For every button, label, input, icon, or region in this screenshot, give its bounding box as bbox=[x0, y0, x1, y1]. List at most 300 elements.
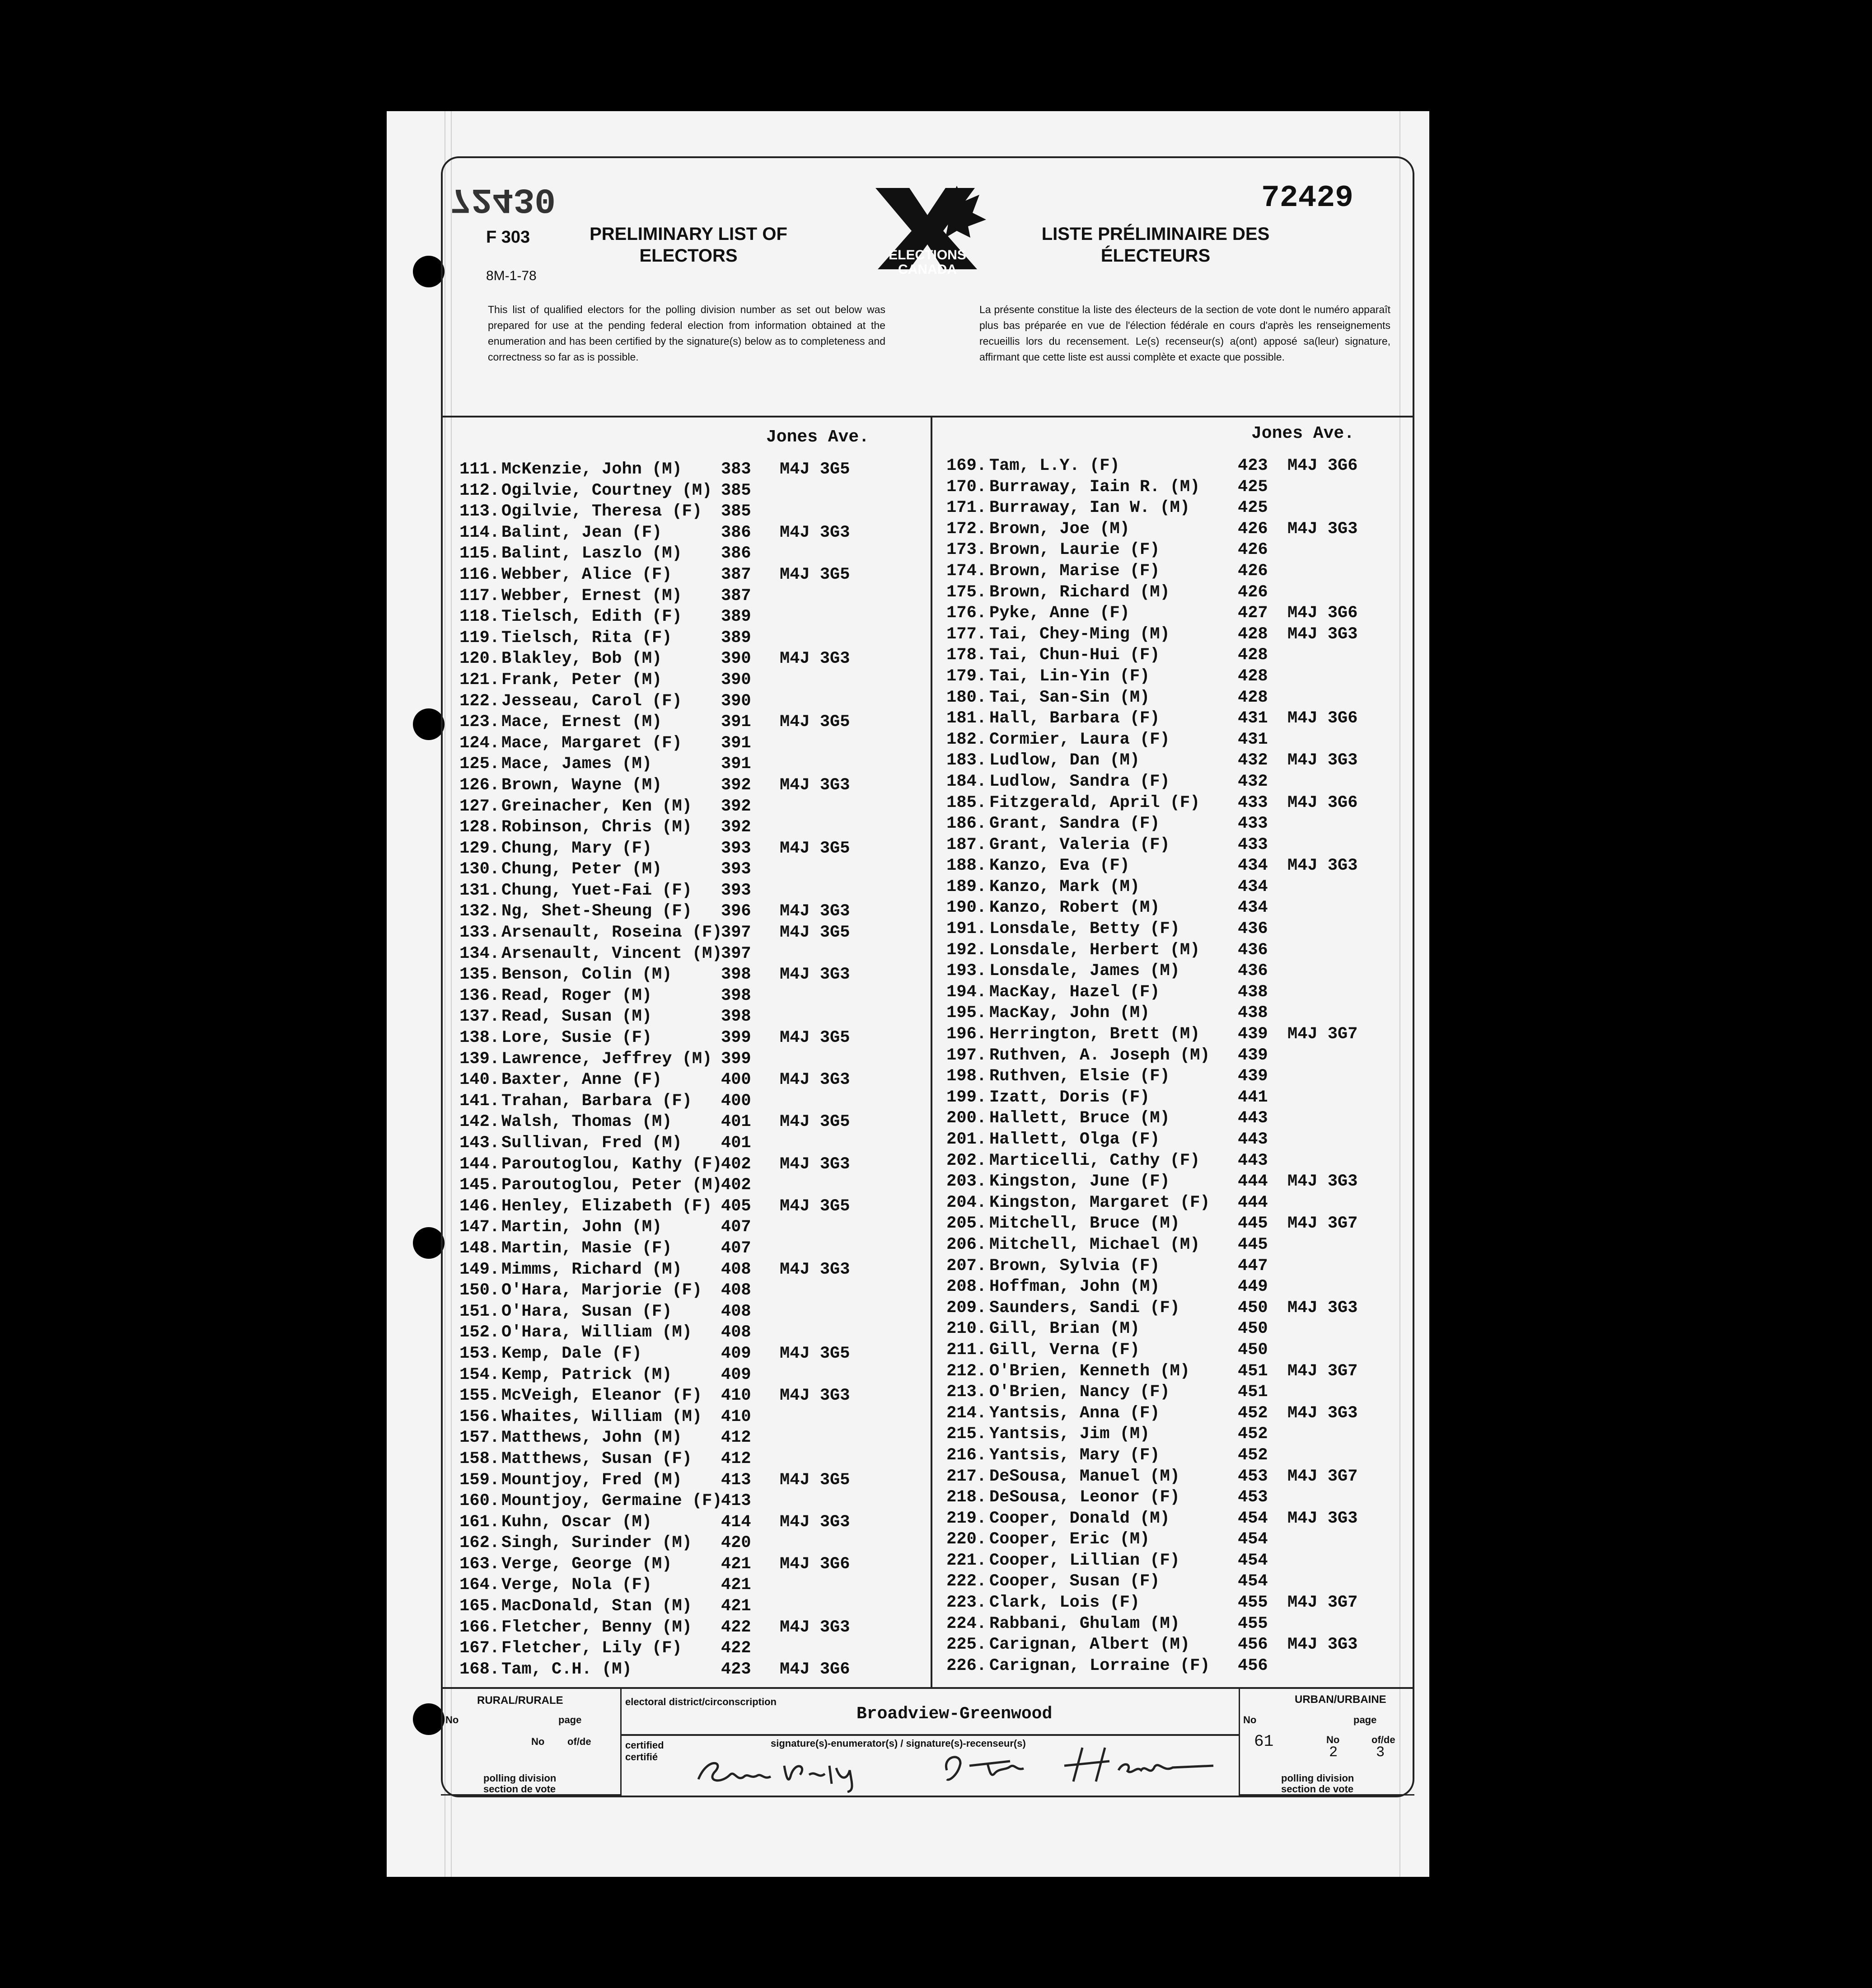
elector-name: Chung, Yuet-Fai (F) bbox=[501, 881, 692, 900]
elector-address: 389 bbox=[721, 607, 751, 627]
elector-postal-code: M4J 3G7 bbox=[1287, 1214, 1358, 1233]
elector-postal-code: M4J 3G3 bbox=[780, 1386, 850, 1406]
elector-number: 153. bbox=[459, 1344, 500, 1363]
elector-address: 410 bbox=[721, 1407, 751, 1426]
elector-address: 454 bbox=[1238, 1572, 1268, 1591]
elector-row bbox=[450, 838, 929, 859]
elector-number: 187. bbox=[946, 835, 987, 854]
elector-number: 113. bbox=[459, 502, 500, 521]
elector-address: 420 bbox=[721, 1533, 751, 1553]
elector-address: 450 bbox=[1238, 1298, 1268, 1318]
elector-name: MacKay, John (M) bbox=[989, 1003, 1150, 1023]
elector-name: Yantsis, Jim (M) bbox=[989, 1425, 1150, 1444]
elector-row bbox=[940, 877, 1409, 898]
electors-list-right bbox=[940, 455, 1409, 1676]
elector-number: 119. bbox=[459, 628, 500, 647]
elector-postal-code: M4J 3G5 bbox=[780, 565, 850, 584]
elector-number: 164. bbox=[459, 1575, 500, 1595]
elector-address: 405 bbox=[721, 1196, 751, 1216]
elector-address: 445 bbox=[1238, 1214, 1268, 1233]
elector-address: 456 bbox=[1238, 1635, 1268, 1655]
elector-name: Saunders, Sandi (F) bbox=[989, 1298, 1180, 1318]
elector-address: 431 bbox=[1238, 709, 1268, 728]
elector-name: Lonsdale, Herbert (M) bbox=[989, 940, 1200, 960]
elector-row bbox=[940, 1487, 1409, 1508]
elector-row bbox=[940, 1066, 1409, 1087]
elector-name: Tam, C.H. (M) bbox=[501, 1660, 632, 1679]
elector-address: 451 bbox=[1238, 1361, 1268, 1381]
elector-number: 175. bbox=[946, 582, 987, 602]
elector-row bbox=[450, 1470, 929, 1491]
elector-address: 452 bbox=[1238, 1425, 1268, 1444]
elector-number: 156. bbox=[459, 1407, 500, 1426]
elector-number: 147. bbox=[459, 1218, 500, 1237]
elector-address: 393 bbox=[721, 881, 751, 900]
elector-row bbox=[940, 1129, 1409, 1150]
elector-postal-code: M4J 3G5 bbox=[780, 839, 850, 858]
elector-name: Izatt, Doris (F) bbox=[989, 1088, 1150, 1107]
elector-address: 392 bbox=[721, 775, 751, 795]
elector-row bbox=[940, 1276, 1409, 1298]
elector-number: 165. bbox=[459, 1597, 500, 1616]
column-divider bbox=[931, 416, 932, 1687]
elector-number: 111. bbox=[459, 460, 500, 479]
elector-address: 423 bbox=[1238, 456, 1268, 475]
elector-postal-code: M4J 3G3 bbox=[1287, 624, 1358, 644]
elector-name: Pyke, Anne (F) bbox=[989, 604, 1130, 623]
elector-row bbox=[940, 813, 1409, 835]
elector-address: 432 bbox=[1238, 772, 1268, 791]
elector-name: Frank, Peter (M) bbox=[501, 670, 662, 689]
footer-rule bbox=[622, 1734, 1239, 1736]
elector-name: Herrington, Brett (M) bbox=[989, 1025, 1200, 1044]
elector-name: Fitzgerald, April (F) bbox=[989, 793, 1200, 812]
elector-number: 188. bbox=[946, 856, 987, 876]
elector-number: 222. bbox=[946, 1572, 987, 1591]
elector-name: Yantsis, Mary (F) bbox=[989, 1445, 1160, 1465]
elector-address: 397 bbox=[721, 944, 751, 963]
elector-address: 397 bbox=[721, 923, 751, 942]
elector-postal-code: M4J 3G3 bbox=[780, 1154, 850, 1174]
elector-number: 114. bbox=[459, 523, 500, 542]
elector-row bbox=[940, 1445, 1409, 1466]
elector-number: 194. bbox=[946, 982, 987, 1002]
elector-row bbox=[940, 1634, 1409, 1655]
elector-number: 138. bbox=[459, 1028, 500, 1048]
elector-row bbox=[450, 859, 929, 880]
elector-row bbox=[450, 586, 929, 607]
elector-name: Mitchell, Bruce (M) bbox=[989, 1214, 1180, 1233]
elector-row bbox=[940, 519, 1409, 540]
elector-row bbox=[940, 897, 1409, 919]
intro-french: La présente constitue la liste des électeurs de la section de vote dont le numéro apparaît plus bas préparée en vue de l'élection fédérale en cours d'après les renseignements recueillis lors du recensement. Le(s) recenseur(s) a(ont) apposé sa(leur) signature, affirmant que cette liste est aussi complète et exacte que possible. bbox=[979, 304, 1390, 363]
elector-row bbox=[450, 733, 929, 754]
elector-address: 398 bbox=[721, 1007, 751, 1027]
elector-number: 192. bbox=[946, 940, 987, 960]
elector-number: 207. bbox=[946, 1256, 987, 1275]
elector-address: 407 bbox=[721, 1238, 751, 1258]
elector-row bbox=[450, 1407, 929, 1428]
elector-row bbox=[940, 1192, 1409, 1214]
elector-address: 443 bbox=[1238, 1130, 1268, 1149]
elector-address: 391 bbox=[721, 755, 751, 774]
elector-row bbox=[450, 1133, 929, 1154]
elector-address: 451 bbox=[1238, 1383, 1268, 1402]
elector-address: 439 bbox=[1238, 1046, 1268, 1065]
elector-name: Webber, Alice (F) bbox=[501, 565, 672, 584]
elector-address: 428 bbox=[1238, 646, 1268, 665]
elector-row bbox=[450, 1596, 929, 1617]
urban-label: URBAN/URBAINE bbox=[1295, 1693, 1386, 1706]
elector-postal-code: M4J 3G3 bbox=[1287, 519, 1358, 539]
elector-row bbox=[450, 880, 929, 901]
elector-address: 422 bbox=[721, 1618, 751, 1637]
elector-number: 221. bbox=[946, 1551, 987, 1570]
elector-address: 390 bbox=[721, 649, 751, 669]
elector-postal-code: M4J 3G3 bbox=[780, 902, 850, 921]
elector-row bbox=[940, 1087, 1409, 1108]
elector-address: 454 bbox=[1238, 1530, 1268, 1549]
elector-postal-code: M4J 3G6 bbox=[1287, 709, 1358, 728]
elector-number: 178. bbox=[946, 646, 987, 665]
elector-number: 171. bbox=[946, 498, 987, 518]
elector-row bbox=[450, 1217, 929, 1238]
elector-row bbox=[940, 1382, 1409, 1403]
elector-name: Burraway, Iain R. (M) bbox=[989, 477, 1200, 497]
elector-number: 161. bbox=[459, 1512, 500, 1532]
elector-number: 148. bbox=[459, 1238, 500, 1258]
elector-number: 216. bbox=[946, 1445, 987, 1465]
elector-postal-code: M4J 3G5 bbox=[780, 1470, 850, 1490]
elector-name: Kanzo, Mark (M) bbox=[989, 877, 1140, 896]
elector-name: Paroutoglou, Kathy (F) bbox=[501, 1154, 722, 1174]
elector-address: 452 bbox=[1238, 1445, 1268, 1465]
elector-row bbox=[450, 1111, 929, 1133]
elector-address: 438 bbox=[1238, 982, 1268, 1002]
elector-address: 427 bbox=[1238, 604, 1268, 623]
elector-name: Arsenault, Vincent (M) bbox=[501, 944, 722, 963]
elector-address: 428 bbox=[1238, 666, 1268, 686]
elector-name: Paroutoglou, Peter (M) bbox=[501, 1176, 722, 1195]
elector-postal-code: M4J 3G3 bbox=[780, 1070, 850, 1090]
district-label: electoral district/circonscription bbox=[625, 1696, 777, 1707]
elector-row bbox=[450, 922, 929, 943]
elections-canada-logo bbox=[866, 183, 988, 283]
elector-address: 402 bbox=[721, 1176, 751, 1195]
elector-address: 445 bbox=[1238, 1235, 1268, 1254]
rural-label: RURAL/RURALE bbox=[477, 1694, 563, 1707]
elector-row bbox=[450, 1575, 929, 1596]
elector-name: Baxter, Anne (F) bbox=[501, 1070, 662, 1090]
elector-row bbox=[940, 1550, 1409, 1571]
elector-name: Martin, Masie (F) bbox=[501, 1238, 672, 1258]
elector-name: Brown, Laurie (F) bbox=[989, 540, 1160, 560]
elector-row bbox=[940, 1045, 1409, 1066]
elector-row bbox=[450, 1322, 929, 1343]
rural-of-label: of/de bbox=[567, 1736, 591, 1747]
elector-row bbox=[940, 582, 1409, 603]
elector-address: 391 bbox=[721, 713, 751, 732]
elector-number: 210. bbox=[946, 1319, 987, 1339]
elector-name: Hoffman, John (M) bbox=[989, 1277, 1160, 1297]
elector-address: 454 bbox=[1238, 1551, 1268, 1570]
elector-row bbox=[940, 1024, 1409, 1045]
elector-row bbox=[450, 712, 929, 733]
elector-address: 432 bbox=[1238, 751, 1268, 770]
elector-number: 205. bbox=[946, 1214, 987, 1233]
elector-postal-code: M4J 3G7 bbox=[1287, 1593, 1358, 1613]
elector-row bbox=[940, 1466, 1409, 1487]
elector-name: Brown, Marise (F) bbox=[989, 561, 1160, 581]
elector-name: Chung, Mary (F) bbox=[501, 839, 652, 858]
elector-address: 387 bbox=[721, 586, 751, 605]
elector-row bbox=[450, 1154, 929, 1175]
elector-row bbox=[940, 750, 1409, 771]
elector-address: 452 bbox=[1238, 1403, 1268, 1423]
elector-number: 130. bbox=[459, 860, 500, 879]
elector-name: Gill, Verna (F) bbox=[989, 1340, 1140, 1360]
elector-postal-code: M4J 3G5 bbox=[780, 713, 850, 732]
elector-row bbox=[940, 561, 1409, 582]
elector-name: Carignan, Lorraine (F) bbox=[989, 1656, 1210, 1675]
elector-name: Tam, L.Y. (F) bbox=[989, 456, 1120, 475]
elector-address: 450 bbox=[1238, 1319, 1268, 1339]
elector-number: 166. bbox=[459, 1618, 500, 1637]
elector-postal-code: M4J 3G5 bbox=[780, 1112, 850, 1132]
elector-number: 158. bbox=[459, 1449, 500, 1468]
elector-name: Clark, Lois (F) bbox=[989, 1593, 1140, 1613]
elector-name: Verge, Nola (F) bbox=[501, 1575, 652, 1595]
elector-address: 449 bbox=[1238, 1277, 1268, 1297]
elector-number: 152. bbox=[459, 1323, 500, 1342]
elector-address: 431 bbox=[1238, 730, 1268, 749]
elector-number: 115. bbox=[459, 544, 500, 563]
certified-label: certified certifié bbox=[625, 1740, 664, 1763]
elector-address: 426 bbox=[1238, 582, 1268, 602]
elector-postal-code: M4J 3G3 bbox=[1287, 1298, 1358, 1318]
elector-postal-code: M4J 3G3 bbox=[780, 1512, 850, 1532]
elector-name: Marticelli, Cathy (F) bbox=[989, 1151, 1200, 1170]
elector-name: McVeigh, Eleanor (F) bbox=[501, 1386, 702, 1406]
elector-address: 407 bbox=[721, 1218, 751, 1237]
elector-number: 136. bbox=[459, 986, 500, 1005]
elector-number: 131. bbox=[459, 881, 500, 900]
elector-row bbox=[450, 1027, 929, 1049]
elector-row bbox=[940, 729, 1409, 750]
elector-number: 206. bbox=[946, 1235, 987, 1254]
elector-row bbox=[450, 1449, 929, 1470]
elector-row bbox=[940, 1108, 1409, 1129]
elector-name: Tielsch, Rita (F) bbox=[501, 628, 672, 647]
elector-address: 443 bbox=[1238, 1151, 1268, 1170]
elector-row bbox=[940, 1655, 1409, 1677]
elector-postal-code: M4J 3G3 bbox=[1287, 1635, 1358, 1655]
elector-postal-code: M4J 3G5 bbox=[780, 1196, 850, 1216]
elector-name: Fletcher, Lily (F) bbox=[501, 1639, 682, 1658]
elector-address: 393 bbox=[721, 839, 751, 858]
elector-name: Cooper, Donald (M) bbox=[989, 1509, 1170, 1528]
elector-name: Fletcher, Benny (M) bbox=[501, 1618, 692, 1637]
rural-page-label: page bbox=[558, 1714, 582, 1725]
elector-row bbox=[450, 1427, 929, 1449]
elector-name: Gill, Brian (M) bbox=[989, 1319, 1140, 1339]
elector-postal-code: M4J 3G3 bbox=[1287, 1509, 1358, 1528]
elector-number: 185. bbox=[946, 793, 987, 812]
elector-row bbox=[450, 796, 929, 817]
elector-number: 127. bbox=[459, 797, 500, 816]
elector-name: Read, Susan (M) bbox=[501, 1007, 652, 1027]
elector-number: 143. bbox=[459, 1134, 500, 1153]
elector-name: Sullivan, Fred (M) bbox=[501, 1134, 682, 1153]
elector-number: 200. bbox=[946, 1109, 987, 1128]
elector-address: 408 bbox=[721, 1281, 751, 1300]
elector-number: 201. bbox=[946, 1130, 987, 1149]
elector-row bbox=[450, 1175, 929, 1196]
elector-address: 426 bbox=[1238, 561, 1268, 581]
elector-address: 443 bbox=[1238, 1109, 1268, 1128]
elector-name: Mace, James (M) bbox=[501, 755, 652, 774]
elector-address: 386 bbox=[721, 523, 751, 542]
elector-number: 224. bbox=[946, 1614, 987, 1633]
elector-name: Read, Roger (M) bbox=[501, 986, 652, 1005]
elector-number: 182. bbox=[946, 730, 987, 749]
elector-row bbox=[450, 1638, 929, 1659]
electors-list-sheet bbox=[387, 111, 1429, 1877]
elector-name: Mountjoy, Germaine (F) bbox=[501, 1491, 722, 1511]
polling-division-number: 61 bbox=[1254, 1732, 1274, 1751]
elector-number: 217. bbox=[946, 1467, 987, 1486]
elector-address: 433 bbox=[1238, 814, 1268, 834]
elector-number: 168. bbox=[459, 1660, 500, 1679]
elector-number: 167. bbox=[459, 1639, 500, 1658]
elector-row bbox=[450, 1385, 929, 1407]
elector-name: O'Hara, William (M) bbox=[501, 1323, 692, 1342]
elector-address: 436 bbox=[1238, 940, 1268, 960]
elector-row bbox=[940, 1003, 1409, 1024]
elector-postal-code: M4J 3G6 bbox=[1287, 793, 1358, 812]
elector-name: Walsh, Thomas (M) bbox=[501, 1112, 672, 1132]
elector-postal-code: M4J 3G5 bbox=[780, 460, 850, 479]
elector-name: Lore, Susie (F) bbox=[501, 1028, 652, 1048]
elector-name: Mitchell, Michael (M) bbox=[989, 1235, 1200, 1254]
elector-address: 385 bbox=[721, 502, 751, 521]
elector-name: MacKay, Hazel (F) bbox=[989, 982, 1160, 1002]
elector-number: 212. bbox=[946, 1361, 987, 1381]
elector-address: 444 bbox=[1238, 1172, 1268, 1191]
elector-row bbox=[940, 1592, 1409, 1613]
elector-number: 139. bbox=[459, 1049, 500, 1069]
elector-number: 179. bbox=[946, 666, 987, 686]
page-number: 2 bbox=[1329, 1744, 1338, 1761]
elector-row bbox=[450, 1069, 929, 1091]
elector-name: Mace, Ernest (M) bbox=[501, 713, 662, 732]
elector-address: 398 bbox=[721, 986, 751, 1005]
elector-number: 195. bbox=[946, 1003, 987, 1023]
elector-address: 413 bbox=[721, 1491, 751, 1511]
elector-address: 423 bbox=[721, 1660, 751, 1679]
elector-address: 439 bbox=[1238, 1067, 1268, 1086]
elector-address: 455 bbox=[1238, 1593, 1268, 1613]
elector-number: 183. bbox=[946, 751, 987, 770]
elector-number: 149. bbox=[459, 1260, 500, 1279]
elector-postal-code: M4J 3G5 bbox=[780, 1028, 850, 1048]
elector-name: Henley, Elizabeth (F) bbox=[501, 1196, 712, 1216]
elector-number: 116. bbox=[459, 565, 500, 584]
elector-address: 421 bbox=[721, 1554, 751, 1574]
form-code: F 303 bbox=[486, 228, 530, 247]
elector-name: Balint, Laszlo (M) bbox=[501, 544, 682, 563]
elector-name: Tai, Lin-Yin (F) bbox=[989, 666, 1150, 686]
elector-name: O'Hara, Marjorie (F) bbox=[501, 1281, 702, 1300]
street-heading-right: Jones Ave. bbox=[1251, 424, 1355, 443]
elector-address: 412 bbox=[721, 1449, 751, 1468]
elector-address: 391 bbox=[721, 733, 751, 753]
elector-name: Lonsdale, James (M) bbox=[989, 961, 1180, 981]
elector-address: 453 bbox=[1238, 1488, 1268, 1507]
elector-postal-code: M4J 3G5 bbox=[780, 1344, 850, 1363]
elector-address: 438 bbox=[1238, 1003, 1268, 1023]
elector-name: Matthews, John (M) bbox=[501, 1428, 682, 1448]
elector-row bbox=[940, 835, 1409, 856]
elector-address: 400 bbox=[721, 1070, 751, 1090]
elector-address: 433 bbox=[1238, 793, 1268, 812]
elector-row bbox=[450, 628, 929, 649]
elector-number: 208. bbox=[946, 1277, 987, 1297]
elector-address: 402 bbox=[721, 1154, 751, 1174]
elector-row bbox=[940, 1361, 1409, 1382]
elector-name: Ruthven, A. Joseph (M) bbox=[989, 1046, 1210, 1065]
elector-postal-code: M4J 3G3 bbox=[780, 523, 850, 542]
elector-row bbox=[940, 1403, 1409, 1424]
elector-name: Kanzo, Eva (F) bbox=[989, 856, 1130, 876]
elector-address: 400 bbox=[721, 1091, 751, 1111]
elector-address: 421 bbox=[721, 1597, 751, 1616]
serial-number-right: 72429 bbox=[1261, 181, 1353, 216]
elector-name: Kemp, Dale (F) bbox=[501, 1344, 642, 1363]
elector-row bbox=[450, 754, 929, 775]
elector-name: Matthews, Susan (F) bbox=[501, 1449, 692, 1468]
elector-address: 425 bbox=[1238, 477, 1268, 497]
elector-number: 132. bbox=[459, 902, 500, 921]
rural-page-no-label: No bbox=[531, 1736, 545, 1747]
elector-address: 398 bbox=[721, 965, 751, 985]
elector-row bbox=[940, 645, 1409, 666]
elector-number: 213. bbox=[946, 1383, 987, 1402]
elector-name: Ludlow, Sandra (F) bbox=[989, 772, 1170, 791]
elector-name: Mace, Margaret (F) bbox=[501, 733, 682, 753]
elector-name: Kingston, June (F) bbox=[989, 1172, 1170, 1191]
elector-number: 215. bbox=[946, 1425, 987, 1444]
elector-row bbox=[940, 687, 1409, 708]
elector-row bbox=[940, 1508, 1409, 1529]
elector-name: O'Hara, Susan (F) bbox=[501, 1302, 672, 1321]
elector-number: 219. bbox=[946, 1509, 987, 1528]
elector-name: Jesseau, Carol (F) bbox=[501, 691, 682, 711]
elector-row bbox=[940, 792, 1409, 814]
elector-row bbox=[450, 901, 929, 922]
elector-name: Verge, George (M) bbox=[501, 1554, 672, 1574]
elector-address: 456 bbox=[1238, 1656, 1268, 1675]
urban-polling-label: polling division section de vote bbox=[1281, 1772, 1354, 1795]
elector-number: 142. bbox=[459, 1112, 500, 1132]
elector-address: 389 bbox=[721, 628, 751, 647]
elector-number: 128. bbox=[459, 818, 500, 837]
elector-name: Grant, Sandra (F) bbox=[989, 814, 1160, 834]
rural-polling-label: polling division section de vote bbox=[483, 1772, 557, 1795]
form-footer bbox=[441, 1687, 1414, 1799]
elector-row bbox=[940, 940, 1409, 961]
elector-name: Tai, San-Sin (M) bbox=[989, 688, 1150, 707]
